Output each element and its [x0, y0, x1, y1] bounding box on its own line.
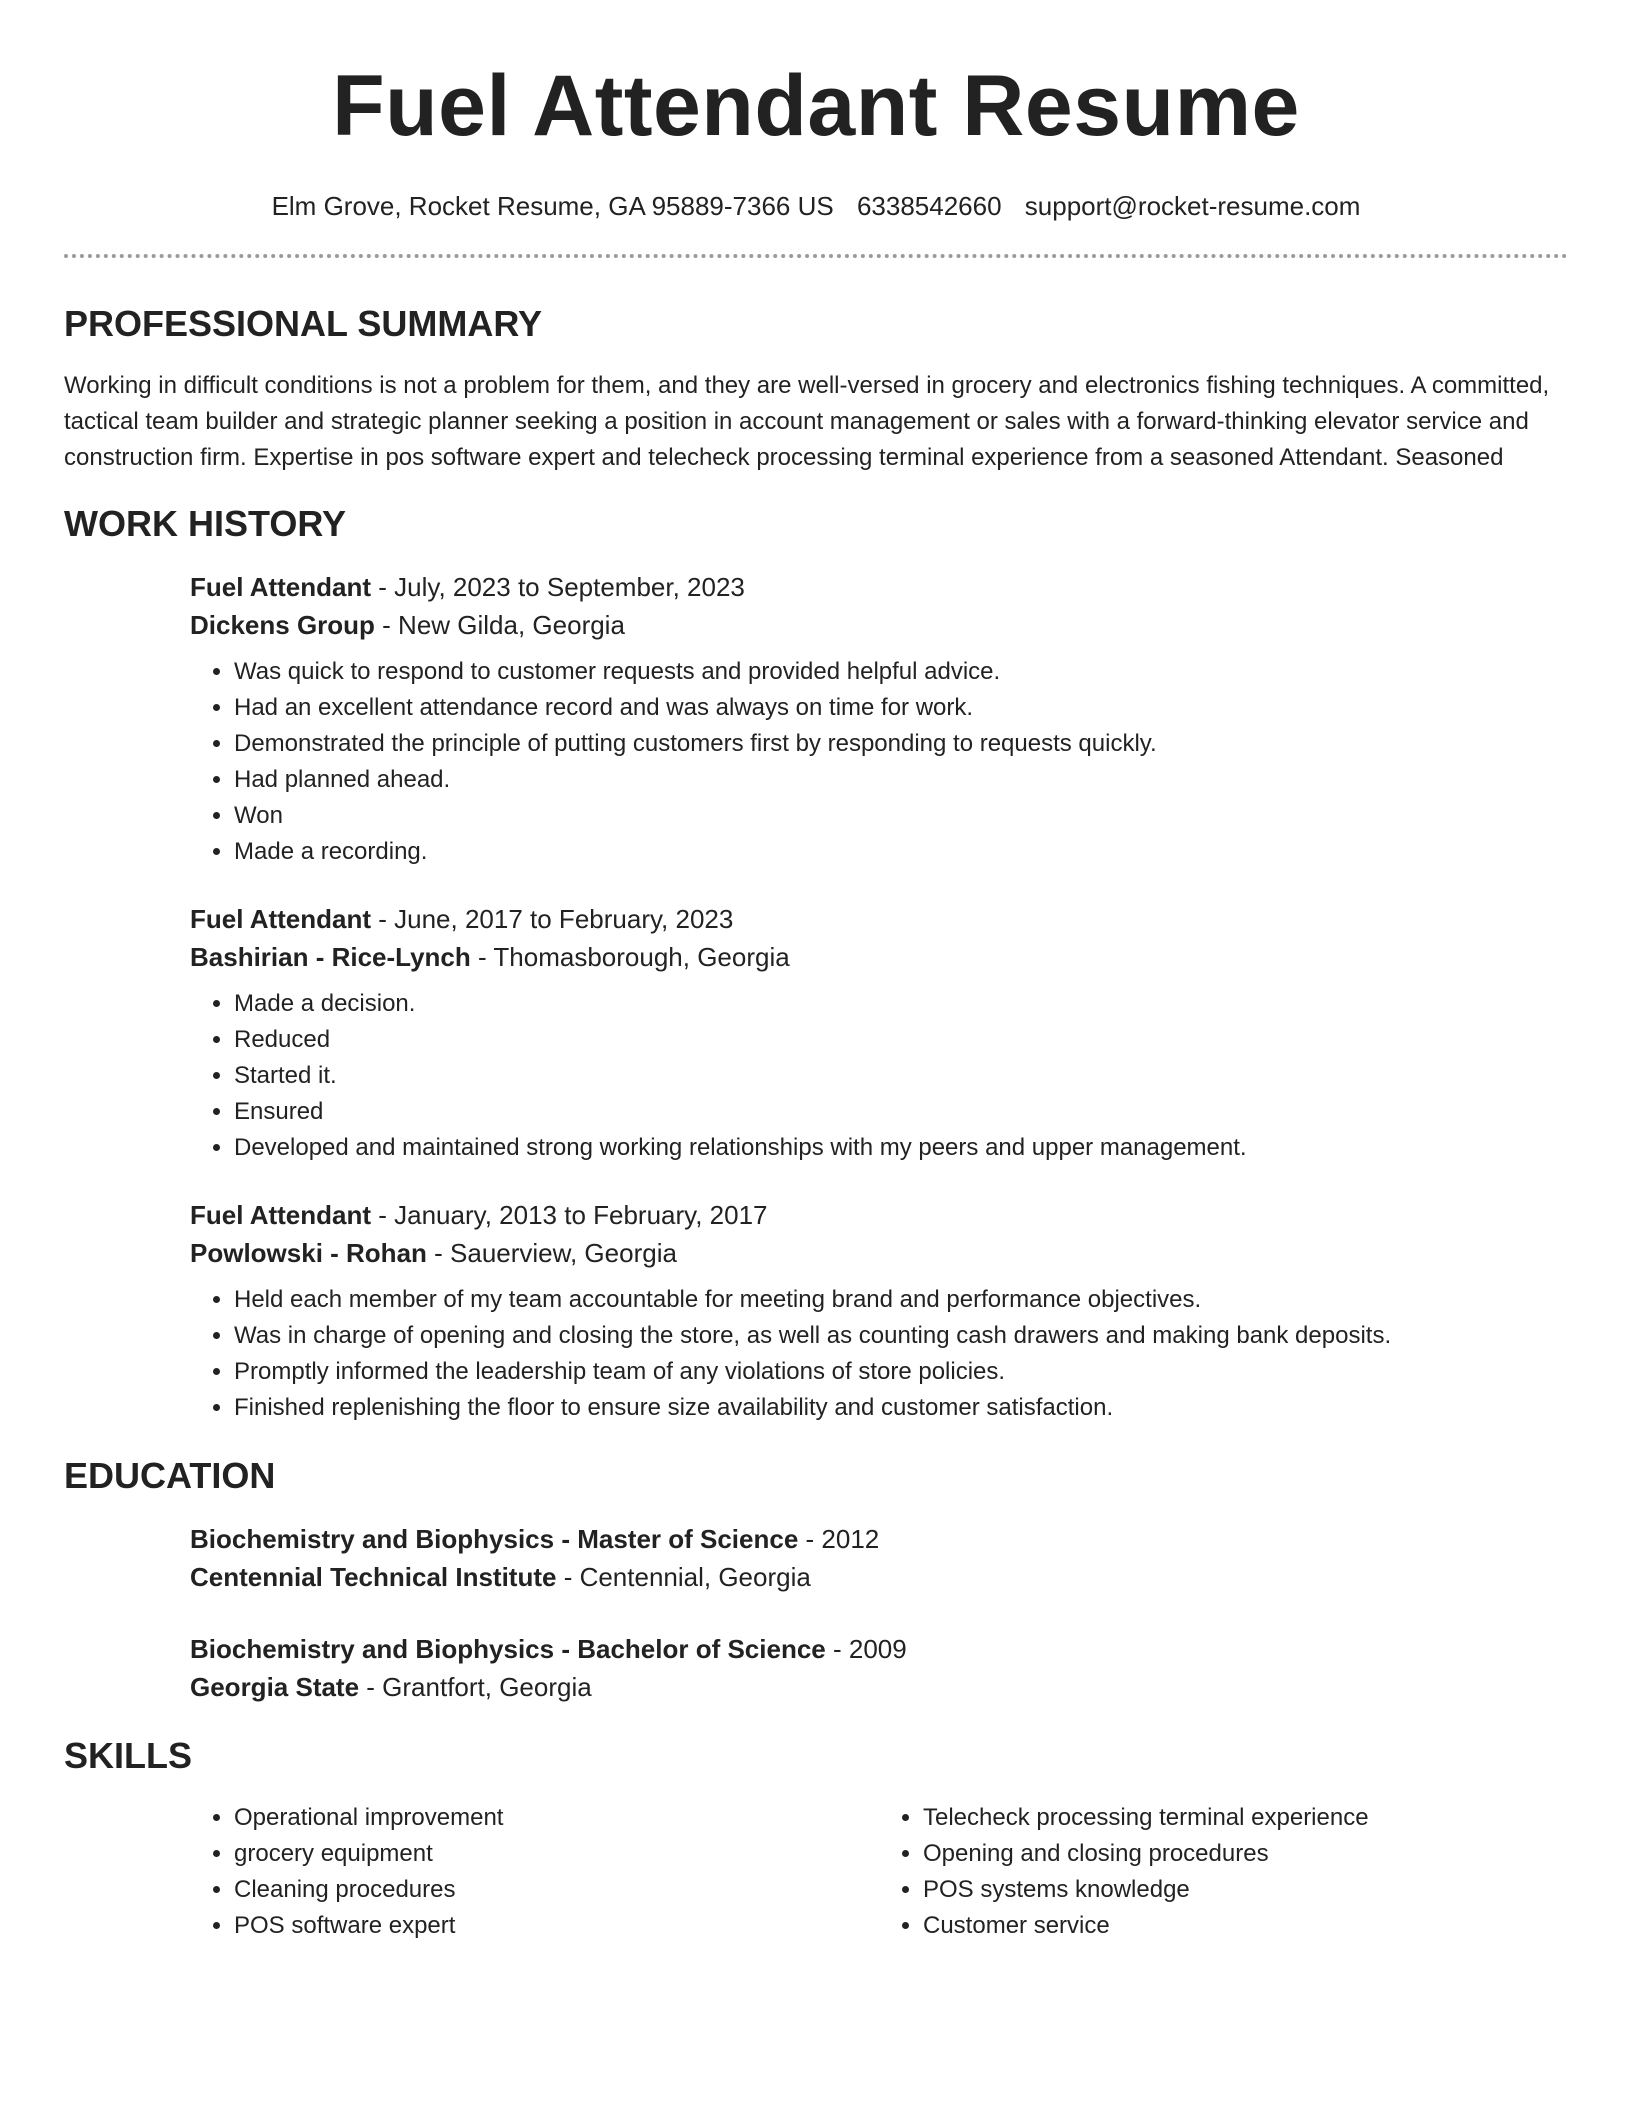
- job-title: Fuel Attendant: [190, 1200, 372, 1230]
- summary-section: [64, 302, 1568, 476]
- list-item: • Customer service: [923, 1908, 1568, 1944]
- list-item: • grocery equipment: [234, 1836, 879, 1872]
- work-history-heading: WORK HISTORY: [64, 503, 347, 544]
- job-title-line: [190, 900, 1568, 938]
- list-item: • Operational improvement: [234, 1800, 879, 1836]
- job-entry: [190, 900, 1568, 1166]
- job-title-line: [190, 568, 1568, 606]
- job-company: Powlowski - Rohan: [190, 1238, 427, 1268]
- education-entry: [190, 1630, 1568, 1706]
- school: Georgia State: [190, 1672, 360, 1702]
- header-divider: [64, 254, 1568, 258]
- degree: Biochemistry and Biophysics - Master of Science: [190, 1524, 799, 1554]
- school-location: - Grantfort, Georgia: [359, 1672, 592, 1702]
- list-item: • POS systems knowledge: [923, 1872, 1568, 1908]
- degree-year: - 2009: [825, 1634, 907, 1664]
- list-item: • Demonstrated the principle of putting customers first by responding to requests quickly.: [234, 726, 1568, 762]
- job-location: - New Gilda, Georgia: [374, 610, 625, 640]
- job-company-line: [190, 1234, 1568, 1272]
- list-item: • Made a decision.: [234, 986, 1568, 1022]
- job-company: Dickens Group: [190, 610, 375, 640]
- contact-line: [64, 190, 1568, 222]
- job-bullets: [190, 654, 1568, 870]
- job-entry: [190, 568, 1568, 870]
- school-location: - Centennial, Georgia: [556, 1562, 811, 1592]
- job-company-line: [190, 938, 1568, 976]
- list-item: • Telecheck processing terminal experience: [923, 1800, 1568, 1836]
- school-line: [190, 1558, 1568, 1596]
- skills-grid: [190, 1800, 1568, 1944]
- work-history-section: [64, 502, 1568, 1426]
- summary-text: Working in difficult conditions is not a problem for them, and they are well-versed in grocery and electronics fishing techniques. A committed, tactical team builder and strategic planner seeking a position in account management or sales with a forward-thinking elevator service and construction firm. Expertise in pos software expert and telecheck processing terminal experience from a seasoned Attendant. Seasoned: [64, 372, 1550, 471]
- list-item: • Held each member of my team accountable for meeting brand and performance objectives.: [234, 1282, 1568, 1318]
- job-entry: [190, 1196, 1568, 1426]
- job-location: - Thomasborough, Georgia: [470, 942, 790, 972]
- degree-line: [190, 1520, 1568, 1558]
- list-item: • Reduced: [234, 1022, 1568, 1058]
- job-dates: - June, 2017 to February, 2023: [371, 904, 734, 934]
- job-location: - Sauerview, Georgia: [426, 1238, 677, 1268]
- job-title-line: [190, 1196, 1568, 1234]
- skills-section: [64, 1734, 1568, 1944]
- education-section: [64, 1454, 1568, 1706]
- school-line: [190, 1668, 1568, 1706]
- list-item: • POS software expert: [234, 1908, 879, 1944]
- degree: Biochemistry and Biophysics - Bachelor of Science: [190, 1634, 826, 1664]
- education-heading: EDUCATION: [64, 1455, 276, 1496]
- education-entry: [190, 1520, 1568, 1596]
- list-item: • Cleaning procedures: [234, 1872, 879, 1908]
- job-company: Bashirian - Rice-Lynch: [190, 942, 471, 972]
- job-title: Fuel Attendant: [190, 904, 372, 934]
- job-dates: - January, 2013 to February, 2017: [371, 1200, 768, 1230]
- skills-heading: SKILLS: [64, 1735, 193, 1776]
- list-item: • Won: [234, 798, 1568, 834]
- job-company-line: [190, 606, 1568, 644]
- job-dates: - July, 2023 to September, 2023: [371, 572, 745, 602]
- resume-title: Fuel Attendant Resume: [332, 58, 1300, 154]
- list-item: • Started it.: [234, 1058, 1568, 1094]
- job-bullets: [190, 1282, 1568, 1426]
- list-item: • Promptly informed the leadership team of any violations of store policies.: [234, 1354, 1568, 1390]
- school: Centennial Technical Institute: [190, 1562, 557, 1592]
- list-item: • Opening and closing procedures: [923, 1836, 1568, 1872]
- degree-year: - 2012: [798, 1524, 880, 1554]
- job-title: Fuel Attendant: [190, 572, 372, 602]
- contact-address: Elm Grove, Rocket Resume, GA 95889-7366 US: [271, 191, 834, 221]
- job-bullets: [190, 986, 1568, 1166]
- list-item: • Was in charge of opening and closing the store, as well as counting cash drawers and making bank deposits.: [234, 1318, 1568, 1354]
- contact-phone: 6338542660: [856, 191, 1002, 221]
- list-item: • Ensured: [234, 1094, 1568, 1130]
- contact-email: support@rocket-resume.com: [1024, 191, 1361, 221]
- list-item: • Had an excellent attendance record and was always on time for work.: [234, 690, 1568, 726]
- list-item: • Finished replenishing the floor to ensure size availability and customer satisfaction.: [234, 1390, 1568, 1426]
- list-item: • Made a recording.: [234, 834, 1568, 870]
- skills-column-left: [190, 1800, 879, 1944]
- list-item: • Developed and maintained strong working relationships with my peers and upper management.: [234, 1130, 1568, 1166]
- list-item: • Was quick to respond to customer requests and provided helpful advice.: [234, 654, 1568, 690]
- summary-heading: PROFESSIONAL SUMMARY: [64, 303, 543, 344]
- degree-line: [190, 1630, 1568, 1668]
- skills-column-right: [879, 1800, 1568, 1944]
- list-item: • Had planned ahead.: [234, 762, 1568, 798]
